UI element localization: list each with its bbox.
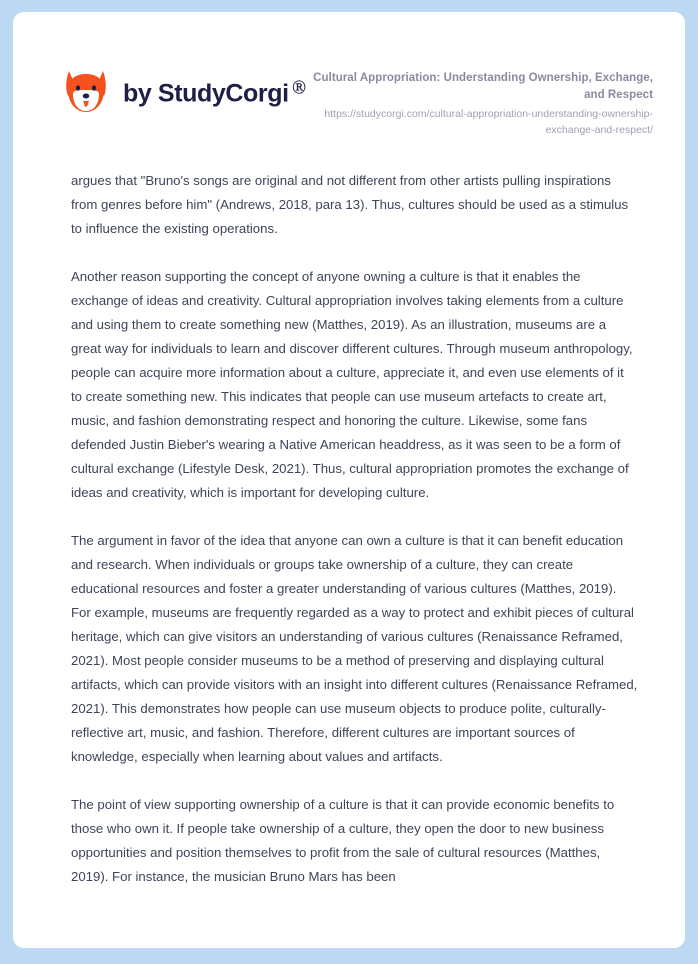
registered-trademark-icon: Ⓡ (292, 80, 306, 96)
document-meta (308, 60, 653, 139)
brand-name (123, 77, 305, 108)
body-paragraph: Another reason supporting the concept of anyone owning a culture is that it enables the exchange of ideas and creativity. Cultural appropriation involves taking elements from a culture and using them to create something new (Matthes, 2019). As an illustration, museums are a great way for individuals to learn and discover different cultures. Through museum anthropology, people can acquire more information about a culture, appreciate it, and even use elements of it to create something new. This indicates that people can use museum artefacts to create art, music, and fashion demonstrating respect and honoring the culture. Likewise, some fans defended Justin Bieber's wearing a Native American headdress, as it was seen to be a form of cultural exchange (Lifestyle Desk, 2021). Thus, cultural appropriation promotes the exchange of ideas and creativity, which is important for developing culture. (71, 268, 633, 500)
body-paragraph: The argument in favor of the idea that anyone can own a culture is that it can benefit education and research. When individuals or groups take ownership of a culture, they can create educational resources and foster a greater understanding of various cultures (Matthes, 2019). For example, museums are frequently regarded as a way to protect and exhibit pieces of cultural heritage, which can give visitors an understanding of various cultures (Renaissance Reframed, 2021). Most people consider museums to be a method of preserving and displaying cultural artifacts, which can provide visitors with an insight into different cultures (Renaissance Reframed, 2021). This demonstrates how people can use museum objects to produce polite, culturally-reflective art, music, and fashion. Therefore, different cultures are important sources of knowledge, especially when learning about values and artifacts. (71, 532, 638, 764)
corgi-head-icon (61, 68, 111, 118)
document-page-card (13, 12, 685, 948)
body-paragraph: argues that "Bruno's songs are original and not different from other artists pulling inspirations from genres before him" (Andrews, 2018, para 13). Thus, cultures should be used as a stimulus to influence the existing operations. (71, 172, 629, 236)
document-header (13, 12, 685, 139)
brand-logo-block (61, 60, 305, 118)
source-url[interactable]: https://studycorgi.com/cultural-appropriation-understanding-ownership-exchange-and-respect/ (324, 108, 653, 137)
body-paragraph: The point of view supporting ownership of a culture is that it can provide economic benefits to those who own it. If people take ownership of a culture, they open the door to new business opportunities and position themselves to profit from the sale of cultural resources (Matthes, 2019). For instance, the musician Bruno Mars has been (71, 796, 615, 884)
document-body (13, 139, 685, 889)
brand-name-text: by StudyCorgi (123, 79, 289, 108)
page-title: Cultural Appropriation: Understanding Ownership, Exchange, and Respect (313, 72, 653, 101)
